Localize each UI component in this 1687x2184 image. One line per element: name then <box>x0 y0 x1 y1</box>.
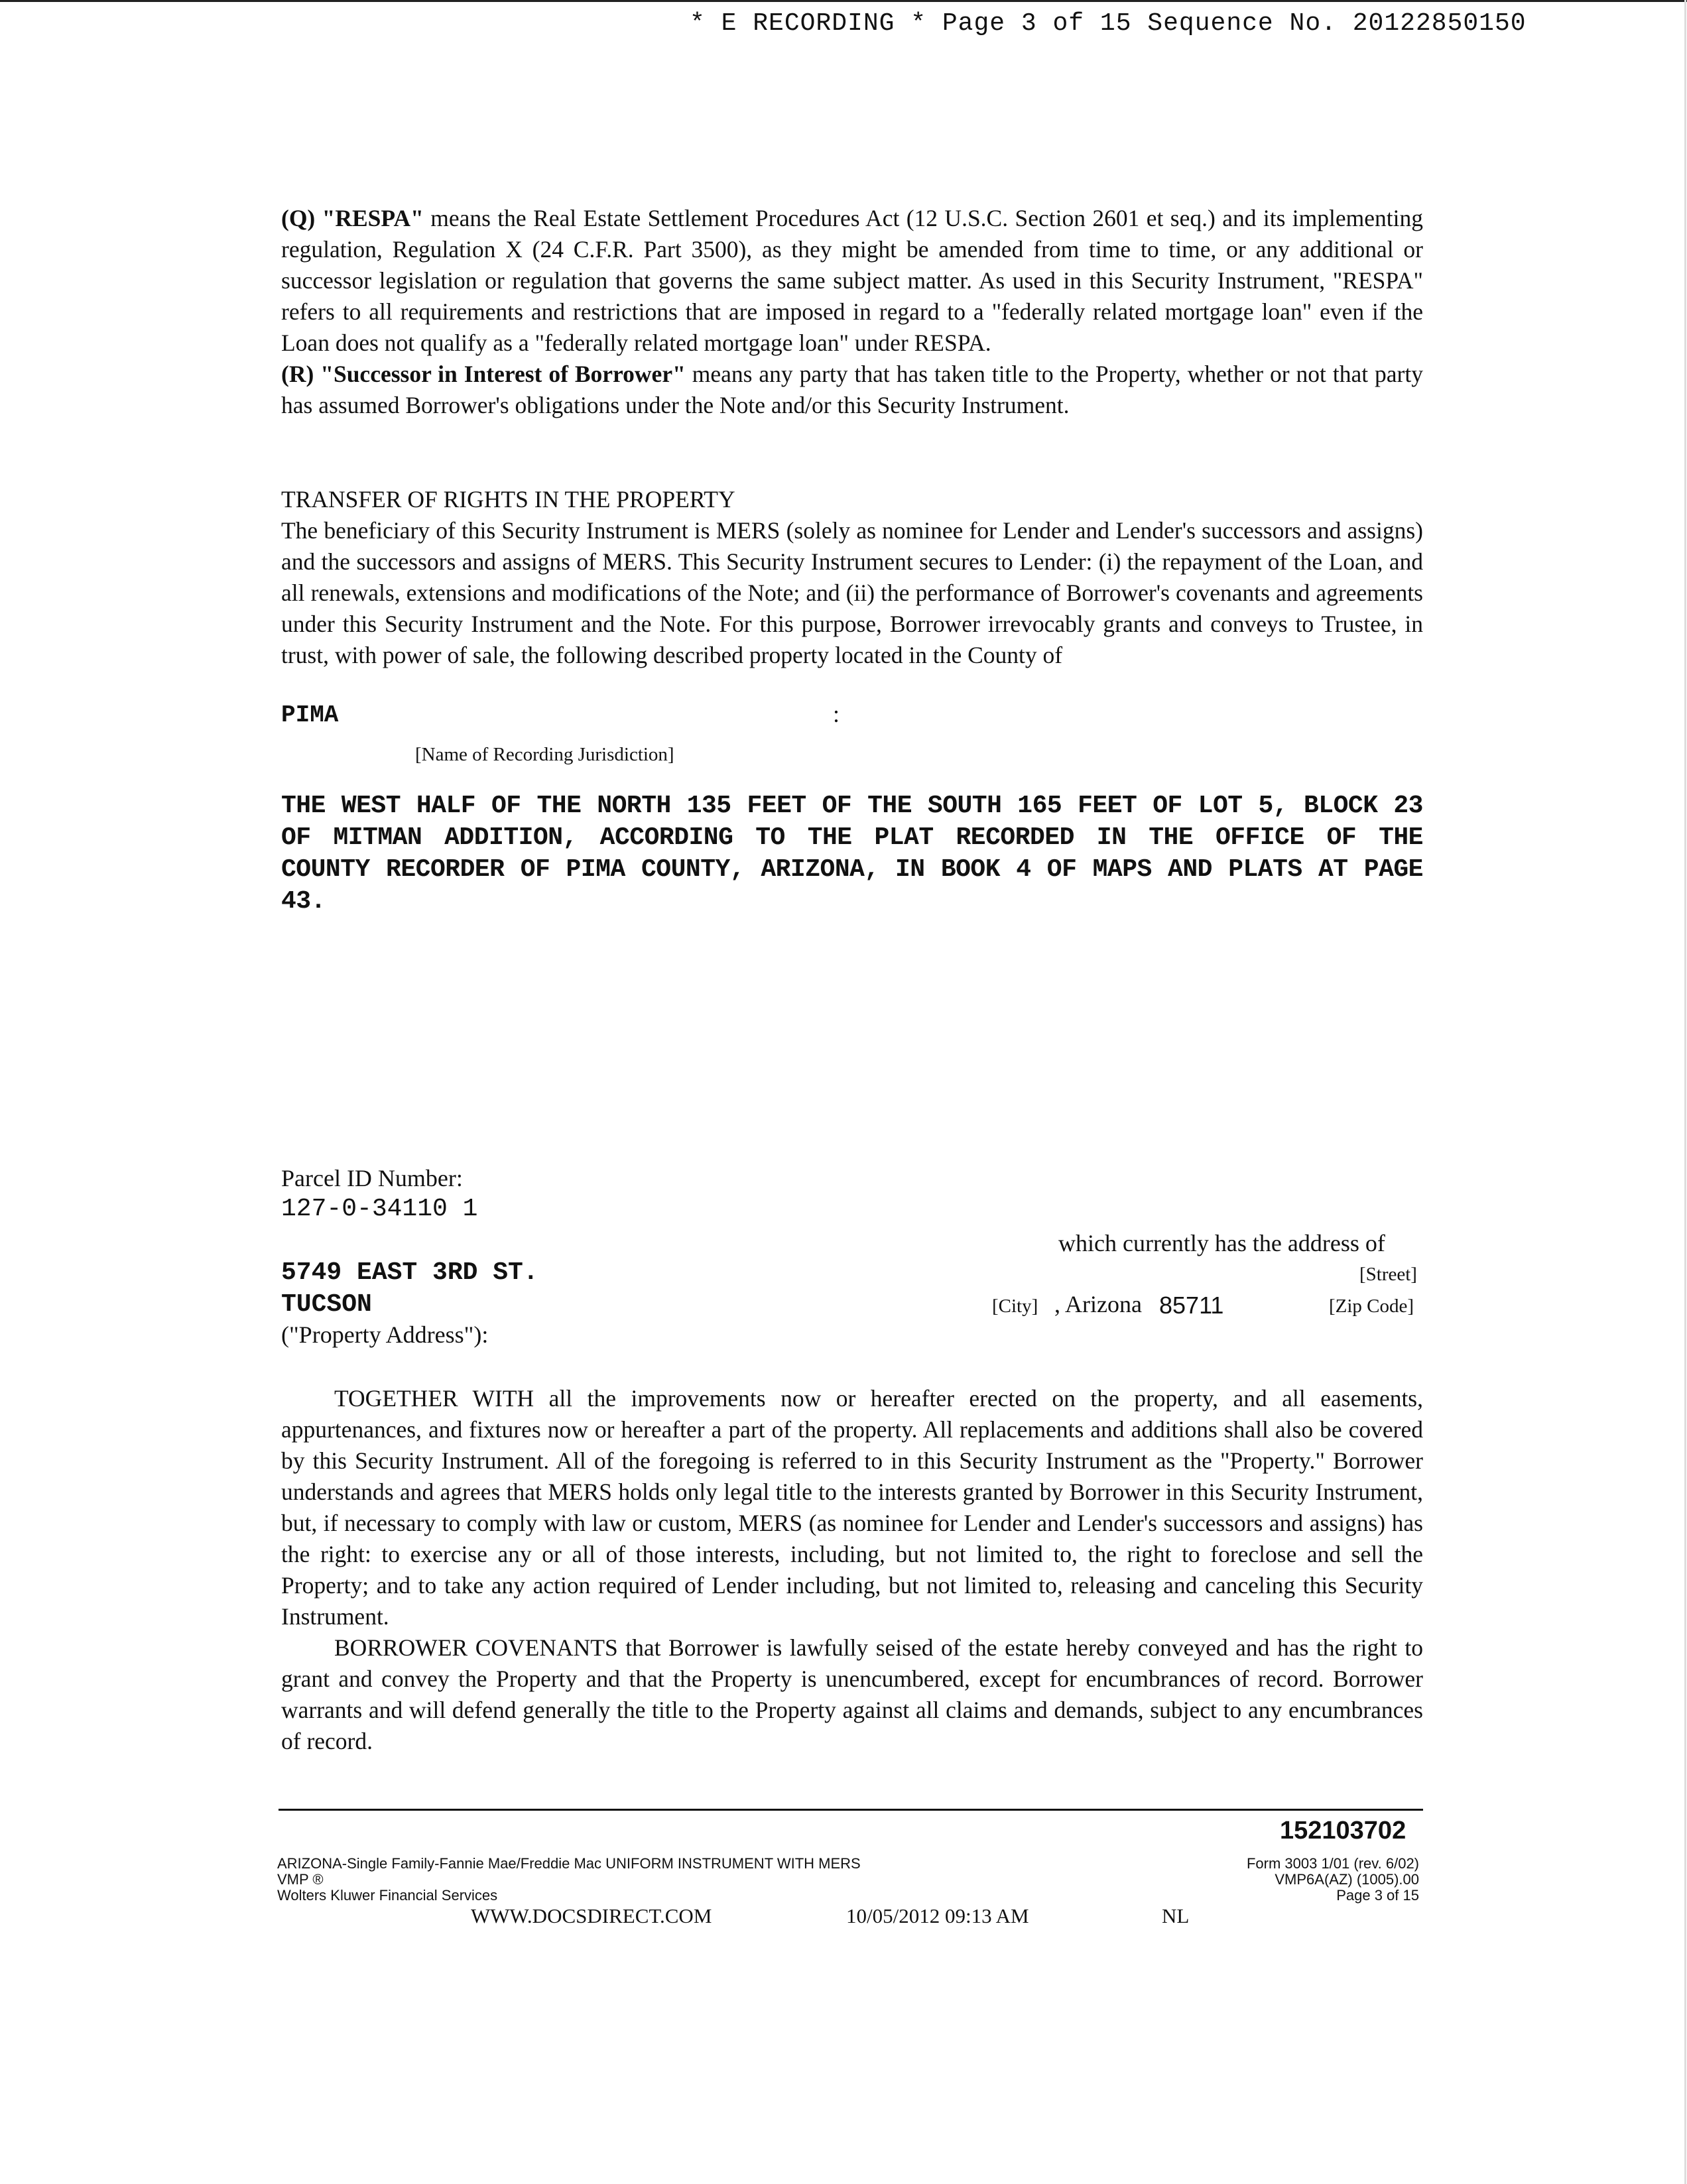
top-border-line <box>0 0 1687 2</box>
recording-header: * E RECORDING * Page 3 of 15 Sequence No. 20122850150 <box>690 9 1527 38</box>
page-number: Page 3 of 15 <box>1336 1887 1419 1904</box>
city-caption: [City] <box>992 1296 1038 1317</box>
initials: NL <box>1162 1904 1190 1927</box>
transfer-block <box>281 484 1423 671</box>
county-colon: : <box>833 701 840 727</box>
section-r <box>281 359 1423 421</box>
definitions-block <box>281 203 1423 421</box>
state-name: , Arizona <box>1054 1291 1142 1317</box>
covenants-block <box>281 1383 1423 1757</box>
timestamp: 10/05/2012 09:13 AM <box>846 1904 1029 1927</box>
jurisdiction-caption: [Name of Recording Jurisdiction] <box>415 744 674 765</box>
street-address: 5749 EAST 3RD ST. <box>281 1258 538 1287</box>
zip-code: 85711 <box>1159 1292 1224 1319</box>
street-caption: [Street] <box>1359 1264 1417 1285</box>
section-q <box>281 203 1423 359</box>
together-with-paragraph: TOGETHER WITH all the improvements now or hereafter erected on the property, and all easements, appurtenances, and fixtures now or hereafter a part of the property. All replacements and additions shall also be covered by this Security Instrument. All of the foregoing is referred to in this Security Instrument as the "Property." Borrower understands and agrees that MERS holds only legal title to the interests granted by Borrower in this Security Instrument, but, if necessary to comply with law or custom, MERS (as nominee for Lender and Lender's successors and assigns) has the right: to exercise any or all of those interests, including, but not limited to, the right to foreclose and sell the Property; and to take any action required of Lender including, but not limited to, releasing and canceling this Security Instrument. <box>281 1385 1423 1630</box>
right-scan-edge <box>1684 0 1686 2184</box>
section-r-text: means any party that has taken title to the Property, whether or not that party has assumed Borrower's obligations under the Note and/or this Security Instrument. <box>281 361 1423 418</box>
legal-description: THE WEST HALF OF THE NORTH 135 FEET OF THE SOUTH 165 FEET OF LOT 5, BLOCK 23 OF MITMAN ADDITION, ACCORDING TO THE PLAT RECORDED IN THE OFFICE OF THE COUNTY RECORDER OF PIMA COUNTY, ARIZONA, IN BOOK 4 OF MAPS AND PLATS AT PAGE 43. <box>281 792 1423 916</box>
vmp-code: VMP6A(AZ) (1005).00 <box>1275 1871 1419 1888</box>
city-name: TUCSON <box>281 1290 372 1319</box>
parcel-label: Parcel ID Number: <box>281 1165 463 1191</box>
form-number: Form 3003 1/01 (rev. 6/02) <box>1246 1855 1419 1872</box>
section-q-label: (Q) "RESPA" <box>281 205 424 231</box>
vmp-mark: VMP ® <box>277 1871 324 1888</box>
property-address-label: ("Property Address"): <box>281 1321 489 1348</box>
transfer-text: The beneficiary of this Security Instrument is MERS (solely as nominee for Lender and Lender's successors and assigns) and the successors and assigns of MERS. This Security Instrument secures to Lender: (i) the repayment of the Loan, and all renewals, extensions and modifications of the Note; and (ii) the performance of Borrower's covenants and agreements under this Security Instrument and the Note. For this purpose, Borrower irrevocably grants and conveys to Trustee, in trust, with power of sale, the following described property located in the County of <box>281 517 1423 668</box>
zip-caption: [Zip Code] <box>1329 1296 1414 1317</box>
form-title: ARIZONA-Single Family-Fannie Mae/Freddie Mac UNIFORM INSTRUMENT WITH MERS <box>277 1855 861 1872</box>
loan-number: 152103702 <box>1280 1817 1406 1845</box>
section-r-label: (R) "Successor in Interest of Borrower" <box>281 361 686 387</box>
footer-rule <box>279 1809 1423 1811</box>
transfer-heading: TRANSFER OF RIGHTS IN THE PROPERTY <box>281 486 735 513</box>
publisher: Wolters Kluwer Financial Services <box>277 1887 498 1904</box>
website: WWW.DOCSDIRECT.COM <box>471 1904 712 1927</box>
borrower-covenants-paragraph: BORROWER COVENANTS that Borrower is lawfully seised of the estate hereby conveyed and has the right to grant and convey the Property and that the Property is unencumbered, except for encumbrances of record. Borrower warrants and will defend generally the title to the Property against all claims and demands, subject to any encumbrances of record. <box>281 1634 1423 1754</box>
county-name: PIMA <box>281 701 339 729</box>
parcel-number: 127-0-34110 1 <box>281 1195 478 1223</box>
section-q-text: means the Real Estate Settlement Procedures Act (12 U.S.C. Section 2601 et seq.) and its implementing regulation, Regulation X (24 C.F.R. Part 3500), as they might be amended from time to time, or any additional or successor legislation or regulation that governs the same subject matter. As used in this Security Instrument, "RESPA" refers to all requirements and restrictions that are imposed in regard to a "federally related mortgage loan" even if the Loan does not qualify as a "federally related mortgage loan" under RESPA. <box>281 205 1423 356</box>
address-intro: which currently has the address of <box>1058 1230 1385 1256</box>
